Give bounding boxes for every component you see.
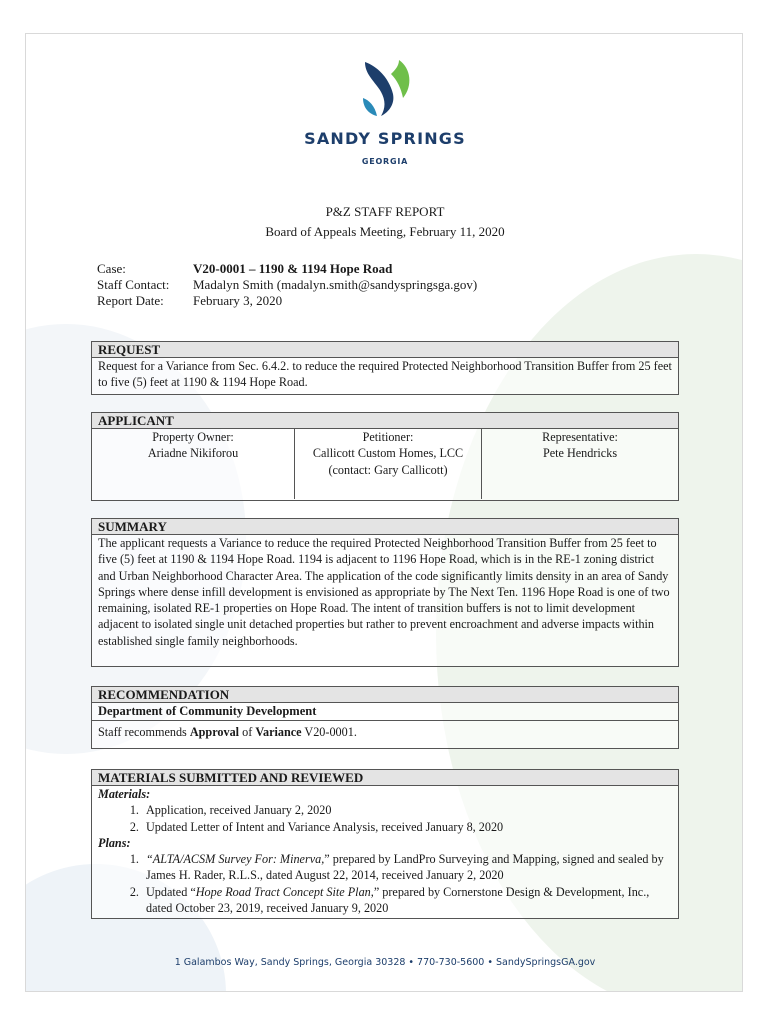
plans-label: Plans:: [98, 835, 131, 850]
owner-label: Property Owner:: [152, 430, 234, 444]
recommendation-heading: RECOMMENDATION: [92, 687, 678, 703]
petitioner-label: Petitioner:: [362, 430, 414, 444]
petitioner-name: Callicott Custom Homes, LCC: [312, 446, 464, 461]
footer-address: 1 Galambos Way, Sandy Springs, Georgia 30328 • 770-730-5600 • SandySpringsGA.gov: [174, 957, 596, 968]
org-state: GEORGIA: [361, 157, 409, 166]
applicant-section: [91, 412, 679, 501]
representative-name: Pete Hendricks: [542, 446, 618, 461]
plan2-pre: Updated “: [146, 884, 196, 899]
petitioner-cell: [295, 429, 482, 499]
plan2-rest: ” prepared by Cornerstone Design & Development, Inc., dated October 23, 2019, received January 9, 2020: [146, 884, 650, 916]
materials-section: [91, 769, 679, 919]
sandy-springs-logo-icon: [355, 58, 417, 118]
date-label: Report Date:: [97, 293, 164, 308]
applicant-grid: [92, 429, 678, 499]
contact-row: [97, 277, 477, 293]
plan1-title: “ALTA/ACSM Survey For: Minerva,: [146, 852, 325, 867]
list-item: [142, 884, 672, 917]
rec-text-pre: Staff recommends: [98, 725, 190, 739]
contact-value: Madalyn Smith (madalyn.smith@sandyspringsga.gov): [193, 277, 478, 292]
summary-heading: SUMMARY: [92, 519, 678, 535]
org-name: SANDY SPRINGS: [304, 129, 466, 148]
list-item: 2. Updated Letter of Intent and Variance Analysis, received January 8, 2020: [142, 819, 672, 835]
list-item: 1. Application, received January 2, 2020: [142, 802, 672, 818]
plan1-rest: ” prepared by LandPro Surveying and Mapping, signed and sealed by James H. Rader, R.L.S., dated August 22, 2014, received January 2, 2020: [146, 852, 664, 883]
owner-cell: [92, 429, 295, 499]
representative-cell: [482, 429, 678, 499]
recommendation-section: [91, 686, 679, 749]
case-label: Case:: [97, 261, 126, 276]
plan2-title: Hope Road Tract Concept Site Plan,: [195, 884, 374, 899]
list-item: [142, 851, 672, 884]
plans-list: [98, 851, 672, 916]
rec-variance: Variance: [255, 725, 302, 739]
rec-text-post: V20-0001.: [301, 725, 357, 739]
date-row: [97, 293, 282, 309]
representative-label: Representative:: [542, 430, 618, 444]
materials-list: [98, 802, 672, 835]
summary-section: [91, 518, 679, 667]
contact-label: Staff Contact:: [97, 277, 170, 292]
meeting-line: Board of Appeals Meeting, February 11, 2020: [265, 224, 505, 239]
applicant-heading: APPLICANT: [92, 413, 678, 429]
date-value: February 3, 2020: [193, 293, 283, 308]
summary-text: The applicant requests a Variance to reduce the required Protected Neighborhood Transition Buffer from 25 feet to five (5) feet at 1190 & 1194 Hope Road. 1194 is adjacent to 1196 Hope Road, which is in the RE-1 zoning district and Urban Neighborhood Character Area. The application of the code significantly limits density in an area of Sandy Springs where dense infill development is envisioned as appropriate by The Next Ten. 1196 Hope Road is one of two remaining, isolated RE-1 properties on Hope Road. The intent of transition buffers is not to limit development adjacent to isolated single unit detached properties but rather to prevent encroachment and adverse impacts within established single family neighborhoods.: [98, 536, 670, 648]
materials-body: [92, 786, 678, 916]
materials-label: Materials:: [98, 787, 151, 801]
case-row: [97, 261, 392, 277]
owner-name: Ariadne Nikiforou: [147, 446, 239, 461]
petitioner-contact: (contact: Gary Callicott): [328, 462, 448, 477]
case-value: V20-0001 – 1190 & 1194 Hope Road: [193, 261, 393, 276]
report-title: P&Z STAFF REPORT: [325, 204, 445, 219]
request-section: [91, 341, 679, 395]
rec-approval: Approval: [189, 725, 240, 739]
request-heading: REQUEST: [92, 342, 678, 358]
recommendation-text: [92, 721, 678, 740]
department-name: Department of Community Development: [92, 703, 678, 721]
request-text: Request for a Variance from Sec. 6.4.2. to reduce the required Protected Neighborhood Transition Buffer from 25 feet to five (5) feet at 1190 & 1194 Hope Road.: [98, 359, 672, 390]
materials-heading: MATERIALS SUBMITTED AND REVIEWED: [92, 770, 678, 786]
rec-text-mid: of: [239, 725, 256, 739]
